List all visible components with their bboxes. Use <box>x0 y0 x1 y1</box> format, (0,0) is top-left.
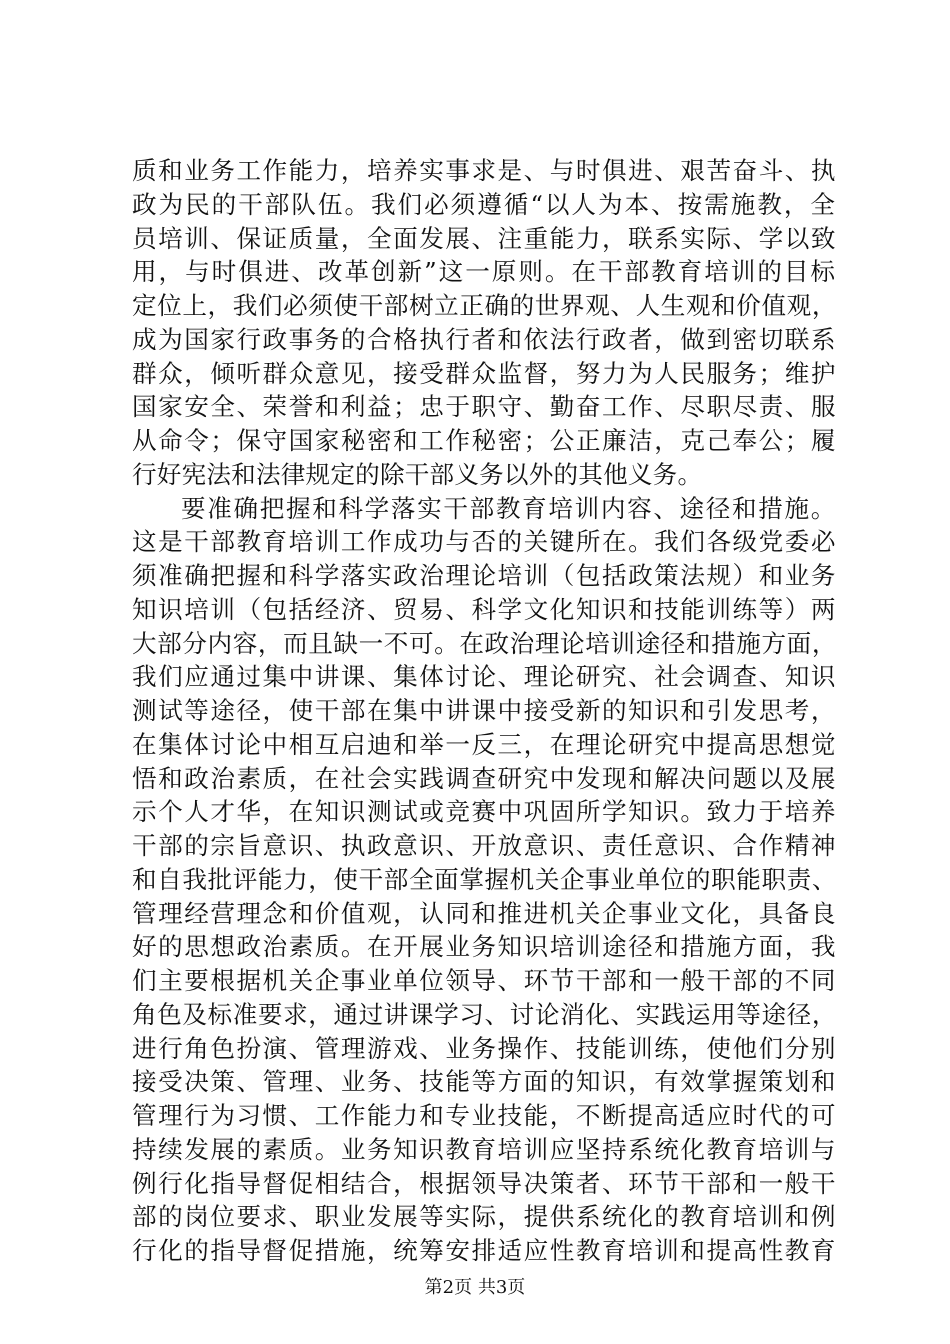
text-line: 我们应通过集中讲课、集体讨论、理论研究、社会调查、知识 <box>132 662 837 692</box>
text-line: 好的思想政治素质。在开展业务知识培训途径和措施方面，我 <box>132 932 837 962</box>
text-line: 员培训、保证质量，全面发展、注重能力，联系实际、学以致 <box>132 223 837 253</box>
paragraph-1 <box>132 154 837 492</box>
text-line: 在集体讨论中相互启迪和举一反三，在理论研究中提高思想觉 <box>132 729 837 759</box>
text-line: 悟和政治素质，在社会实践调查研究中发现和解决问题以及展 <box>132 763 837 793</box>
text-line: 群众，倾听群众意见，接受群众监督，努力为人民服务；维护 <box>132 358 837 388</box>
text-line-indented: 要准确把握和科学落实干部教育培训内容、途径和措施。 <box>181 493 837 523</box>
text-line: 成为国家行政事务的合格执行者和依法行政者，做到密切联系 <box>132 324 837 354</box>
text-line: 进行角色扮演、管理游戏、业务操作、技能训练，使他们分别 <box>132 1033 837 1063</box>
text-line: 国家安全、荣誉和利益；忠于职守、勤奋工作、尽职尽责、服 <box>132 392 837 422</box>
text-line: 大部分内容，而且缺一不可。在政治理论培训途径和措施方面， <box>132 628 837 658</box>
text-line: 用，与时俱进、改革创新”这一原则。在干部教育培训的目标 <box>132 257 837 287</box>
text-line: 示个人才华，在知识测试或竞赛中巩固所学知识。致力于培养 <box>132 797 837 827</box>
text-line: 知识培训（包括经济、贸易、科学文化知识和技能训练等）两 <box>132 594 837 624</box>
text-line: 干部的宗旨意识、执政意识、开放意识、责任意识、合作精神 <box>132 831 837 860</box>
text-line: 测试等途径，使干部在集中讲课中接受新的知识和引发思考， <box>132 696 837 725</box>
text-line: 从命令；保守国家秘密和工作秘密；公正廉洁，克己奉公；履 <box>132 426 837 455</box>
page-number-footer: 第2页 共3页 <box>424 1277 526 1298</box>
text-line: 须准确把握和科学落实政治理论培训（包括政策法规）和业务 <box>132 561 837 590</box>
text-line-last: 行好宪法和法律规定的除干部义务以外的其他义务。 <box>132 459 703 489</box>
text-line: 们主要根据机关企事业单位领导、环节干部和一般干部的不同 <box>132 966 837 995</box>
text-line: 管理经营理念和价值观，认同和推进机关企事业文化，具备良 <box>132 898 837 928</box>
document-body <box>132 154 837 1268</box>
paragraph-2 <box>132 492 837 1268</box>
text-line: 持续发展的素质。业务知识教育培训应坚持系统化教育培训与 <box>132 1134 837 1164</box>
text-line: 质和业务工作能力，培养实事求是、与时俱进、艰苦奋斗、执 <box>132 156 837 185</box>
text-line: 管理行为习惯、工作能力和专业技能，不断提高适应时代的可 <box>132 1101 837 1130</box>
text-line: 角色及标准要求，通过讲课学习、讨论消化、实践运用等途径， <box>132 999 837 1029</box>
text-line: 政为民的干部队伍。我们必须遵循“以人为本、按需施教，全 <box>132 189 837 219</box>
text-line: 例行化指导督促相结合，根据领导决策者、环节干部和一般干 <box>132 1168 837 1198</box>
text-line: 部的岗位要求、职业发展等实际，提供系统化的教育培训和例 <box>132 1202 837 1232</box>
text-line: 定位上，我们必须使干部树立正确的世界观、人生观和价值观， <box>132 291 837 320</box>
text-line: 和自我批评能力，使干部全面掌握机关企事业单位的职能职责、 <box>132 864 837 894</box>
text-line: 这是干部教育培训工作成功与否的关键所在。我们各级党委必 <box>132 527 837 557</box>
text-line: 接受决策、管理、业务、技能等方面的知识，有效掌握策划和 <box>132 1067 837 1097</box>
text-line: 行化的指导督促措施，统筹安排适应性教育培训和提高性教育 <box>132 1236 837 1265</box>
